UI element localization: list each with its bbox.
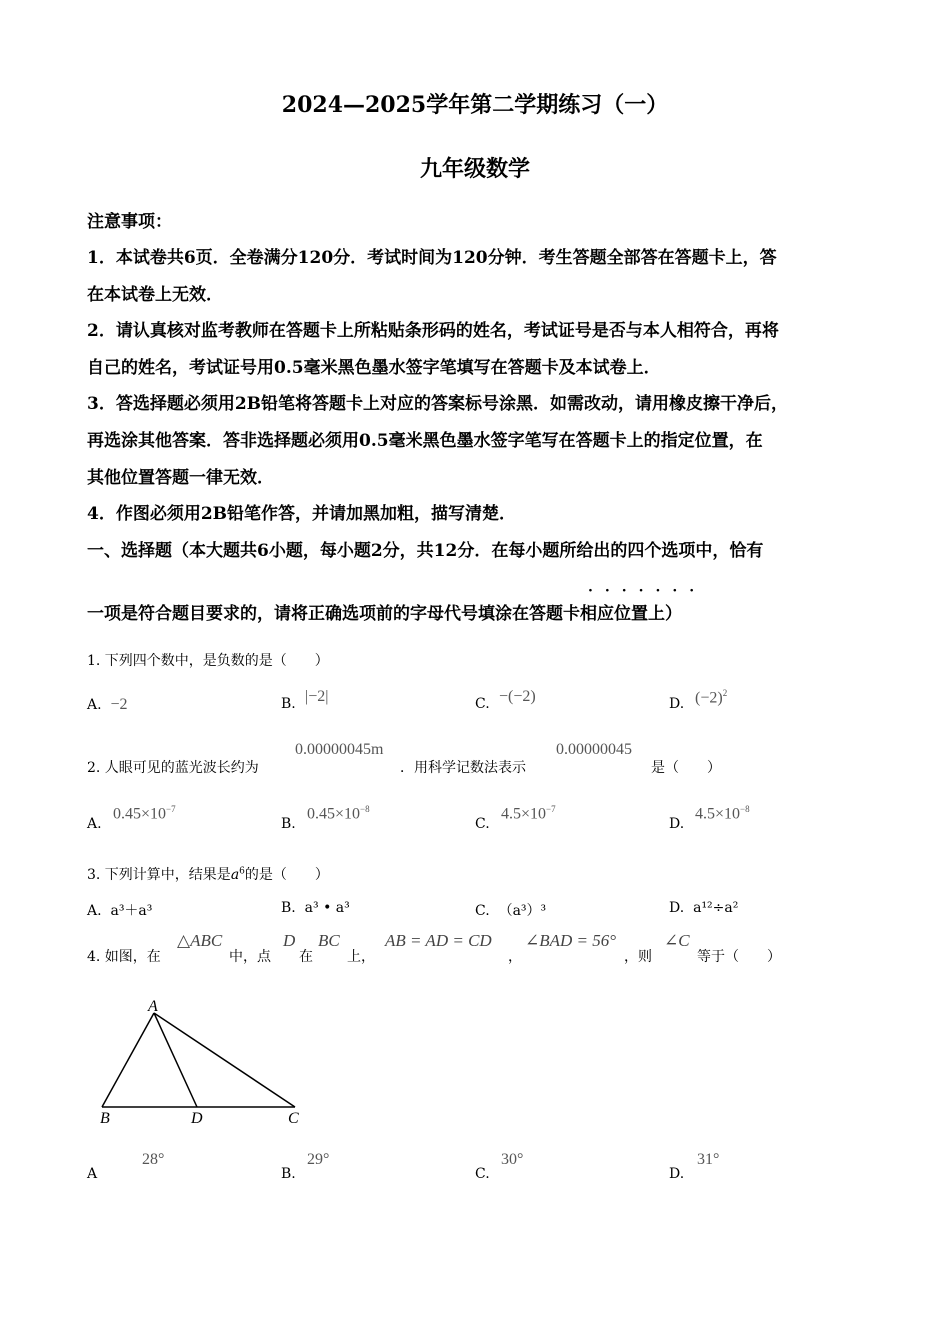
q2-option-a: A.	[87, 816, 102, 832]
q4-option-c-value: 30°	[501, 1151, 524, 1168]
vertex-label-b: B	[100, 1110, 110, 1127]
section-heading-line1: 一、选择题（本大题共6小题，每小题2分，共12分．在每小题所给出的四个选项中，恰有	[87, 541, 764, 561]
q4-stem-a: 4. 如图，在	[87, 949, 161, 965]
q2-stem-b: ．用科学记数法表示	[400, 760, 526, 776]
q4-option-d-value: 31°	[697, 1151, 720, 1168]
vertex-label-d: D	[191, 1110, 203, 1127]
vertex-label-a: A	[148, 998, 158, 1015]
q1-option-d: D.	[669, 696, 685, 712]
question-1-stem: 1. 下列四个数中，是负数的是（ ）	[87, 653, 329, 669]
q2-stem-c: 是（ ）	[651, 760, 721, 776]
q3-option-a: A. a³＋a³	[87, 903, 153, 919]
notice-line: 自己的姓名，考试证号用0.5毫米黑色墨水签字笔填写在答题卡及本试卷上．	[87, 358, 661, 378]
q4-stem-e: ，	[508, 949, 522, 965]
q4-stem-b: 中，点	[229, 949, 271, 965]
notice-line: 4．作图必须用2B铅笔作答，并请加黑加粗，描写清楚．	[87, 504, 517, 524]
q4-option-d: D.	[669, 1166, 685, 1182]
vertex-label-c: C	[288, 1110, 299, 1127]
notice-line: 其他位置答题一律无效．	[87, 468, 274, 488]
notice-line: 2．请认真核对监考教师在答题卡上所粘贴条形码的姓名，考试证号是否与本人相符合，再将	[87, 321, 779, 341]
q4-math-equal-sides: AB = AD = CD	[385, 931, 492, 950]
emphasis-dots: ·······	[588, 583, 707, 599]
q2-option-d: D.	[669, 816, 685, 832]
notice-line: 1．本试卷共6页．全卷满分120分．考试时间为120分钟．考生答题全部答在答题卡上，答	[87, 248, 777, 268]
q1-option-b: B.	[281, 696, 296, 712]
exam-subtitle: 九年级数学	[419, 156, 530, 182]
q1-option-d-value: $(-2)^2$	[695, 688, 728, 707]
q3-option-b: B. a³ • a³	[281, 900, 350, 916]
q4-option-a-value: 28°	[142, 1151, 165, 1168]
q1-option-c: C.	[475, 696, 490, 712]
section-heading-line2: 一项是符合题目要求的，请将正确选项前的字母代号填涂在答题卡相应位置上）	[87, 604, 682, 624]
q4-option-b: B.	[281, 1166, 296, 1182]
q3-option-d: D. a¹²÷a²	[669, 900, 739, 916]
segment-ab	[102, 1013, 154, 1107]
q1-option-a: A. −2	[87, 696, 128, 713]
q4-math-d: D	[283, 931, 296, 950]
q2-option-b: B.	[281, 816, 296, 832]
q2-math-b: 0.00000045	[556, 741, 632, 758]
q4-stem-f: ，则	[624, 949, 652, 965]
q4-option-c: C.	[475, 1166, 490, 1182]
q2-option-c: C.	[475, 816, 490, 832]
exam-title: 2024—2025学年第二学期练习（一）	[281, 92, 669, 118]
q2-stem-a: 2. 人眼可见的蓝光波长约为	[87, 760, 259, 776]
q2-option-c-value: $4.5\times 10^{-7}$	[501, 804, 556, 823]
q3-option-c: C. （a³）³	[475, 903, 547, 919]
q4-math-angle-c: ∠C	[664, 931, 690, 950]
q4-math-bc: BC	[318, 931, 340, 950]
q3-stem: 3. 下列计算中，结果是$a^6$的是（ ）	[87, 866, 329, 883]
q2-option-d-value: $4.5\times 10^{-8}$	[695, 804, 750, 823]
q4-option-b-value: 29°	[307, 1151, 330, 1168]
notice-line: 再选涂其他答案．答非选择题必须用0.5毫米黑色墨水签字笔写在答题卡上的指定位置，在	[87, 431, 763, 451]
q4-stem-c: 在	[299, 949, 313, 965]
q4-math-triangle: △ABC	[177, 931, 223, 950]
notice-heading: 注意事项：	[87, 212, 172, 232]
notice-line: 3．答选择题必须用2B铅笔将答题卡上对应的答案标号涂黑．如需改动，请用橡皮擦干净后，	[87, 394, 789, 414]
q1-option-b-value: |−2|	[305, 688, 329, 705]
q4-option-a: A	[87, 1166, 98, 1182]
q4-stem-g: 等于（ ）	[697, 949, 781, 965]
q4-stem-d: 上，	[347, 949, 375, 965]
notice-line: 在本试卷上无效．	[87, 285, 223, 305]
q2-option-b-value: $0.45\times 10^{-8}$	[307, 804, 370, 823]
triangle-figure	[90, 995, 320, 1130]
q2-option-a-value: $0.45\times 10^{-7}$	[113, 804, 176, 823]
q4-math-angle-bad: ∠BAD = 56°	[525, 931, 617, 950]
q2-math-a: 0.00000045m	[295, 741, 384, 758]
q1-option-c-value: −(−2)	[499, 688, 536, 705]
